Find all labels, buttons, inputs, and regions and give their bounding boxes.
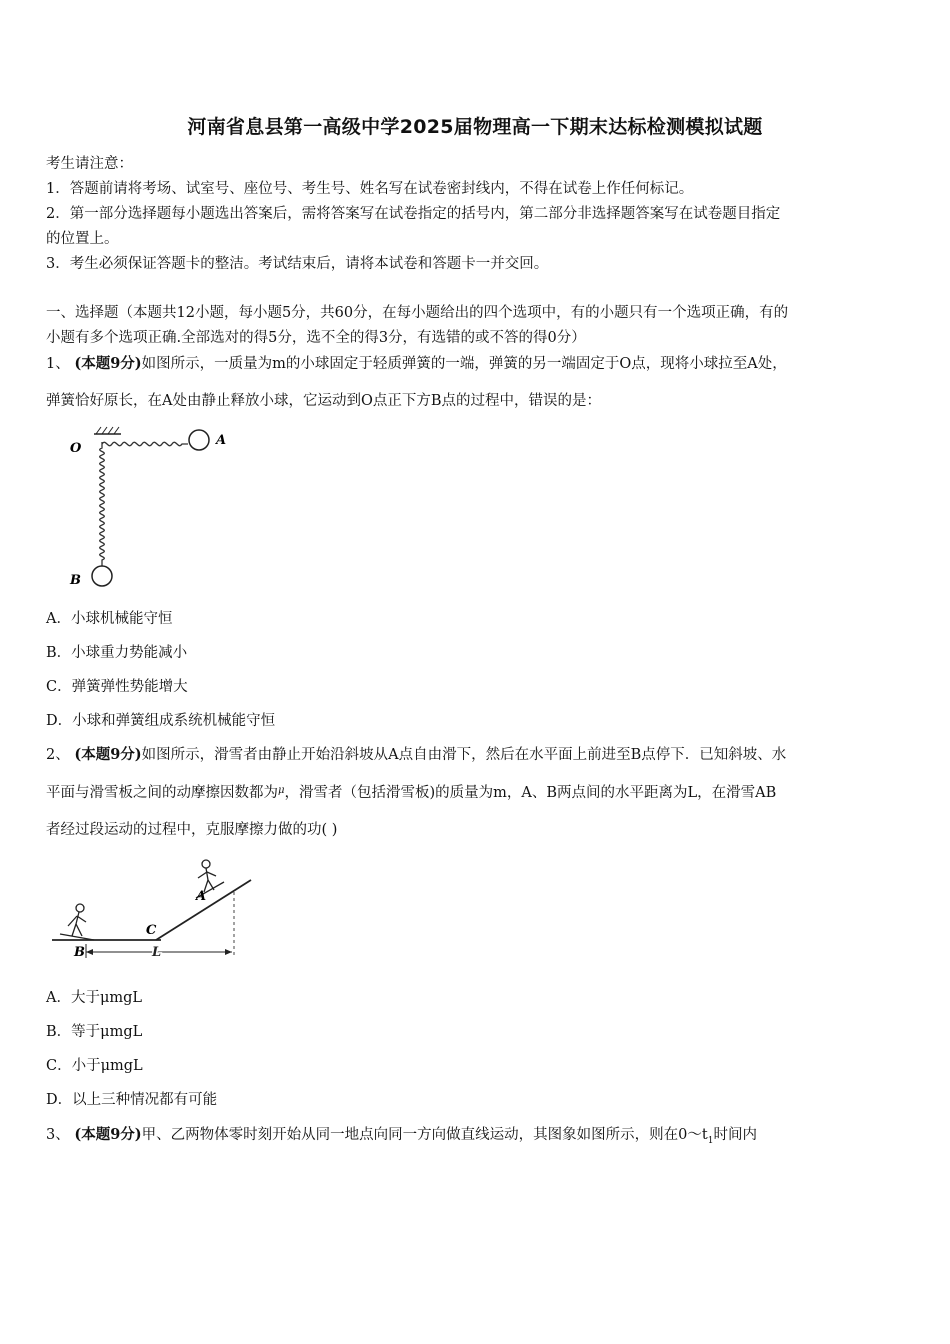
question-2-number: 2、 — [46, 747, 70, 763]
question-1-line-1 — [46, 352, 910, 373]
skier-slope-figure — [46, 852, 261, 972]
mu-symbol: μ — [278, 785, 285, 796]
question-2-option-d: D．以上三种情况都有可能 — [46, 1092, 218, 1108]
fig2-label-l: L — [152, 945, 162, 960]
question-1-stem-2: 弹簧恰好原长，在A处由静止释放小球，它运动到O点正下方B点的过程中，错误的是： — [46, 393, 602, 409]
fig1-label-a: A — [216, 433, 227, 448]
notice-item-1: 1．答题前请将考场、试室号、座位号、考生号、姓名写在试卷密封线内，不得在试卷上作任何标记。 — [46, 181, 694, 197]
question-1-option-c: C．弹簧弹性势能增大 — [46, 679, 188, 695]
ball-at-a — [189, 430, 209, 450]
notice-item-2-cont: 的位置上。 — [46, 231, 119, 247]
horizontal-spring — [102, 442, 188, 445]
section-instructions-2: 小题有多个选项正确.全部选对的得5分，选不全的得3分，有选错的或不答的得0分） — [46, 330, 586, 346]
fig2-label-b: B — [74, 945, 85, 960]
spring-pendulum-figure — [66, 424, 236, 594]
question-1-option-d: D．小球和弹簧组成系统机械能守恒 — [46, 713, 276, 729]
question-2-option-c: C．小于μmgL — [46, 1058, 143, 1074]
question-3-number: 3、 — [46, 1127, 70, 1143]
skier-at-b — [60, 904, 94, 940]
notice-item-3: 3．考生必须保证答题卡的整洁。考试结束后，请将本试卷和答题卡一并交回。 — [46, 256, 549, 272]
vertical-spring — [100, 442, 105, 568]
question-3-line-1 — [46, 1123, 910, 1146]
fig2-label-c: C — [146, 923, 157, 938]
notice-heading: 考生请注意： — [46, 156, 133, 172]
section-instructions-1: 一、选择题（本题共12小题，每小题5分，共60分，在每小题给出的四个选项中，有的小题只有一个选项正确，有的 — [46, 305, 789, 321]
fig2-label-a: A — [196, 889, 207, 904]
question-1-points: (本题9分) — [74, 355, 142, 372]
ball-at-b — [92, 566, 112, 586]
question-1-stem-1: 如图所示，一质量为m的小球固定于轻质弹簧的一端，弹簧的另一端固定于O点，现将小球拉至A处， — [141, 356, 787, 372]
fig1-label-o: O — [70, 441, 82, 456]
question-2-line-1 — [46, 743, 910, 764]
question-1-option-a: A．小球机械能守恒 — [46, 611, 173, 627]
question-2-line-2 — [46, 781, 910, 802]
fig1-label-b: B — [70, 573, 81, 588]
question-2-option-b: B．等于μmgL — [46, 1024, 143, 1040]
question-2-stem-2a: 平面与滑雪板之间的动摩擦因数都为 — [46, 785, 278, 801]
question-3-stem-a: 甲、乙两物体零时刻开始从同一地点向同一方向做直线运动，其图象如图所示，则在0～t — [141, 1127, 708, 1143]
question-3-points: (本题9分) — [74, 1126, 142, 1143]
question-2-stem-3: 者经过段运动的过程中，克服摩擦力做的功( ) — [46, 822, 338, 838]
page-title: 河南省息县第一高级中学2025届物理高一下期末达标检测模拟试题 — [187, 116, 763, 138]
question-3-stem-b: 时间内 — [713, 1127, 757, 1143]
question-2-stem-2b: ，滑雪者（包括滑雪板)的质量为m，A、B两点间的水平距离为L，在滑雪AB — [284, 785, 777, 801]
question-1-option-b: B．小球重力势能减小 — [46, 645, 188, 661]
question-2-stem-1: 如图所示，滑雪者由静止开始沿斜坡从A点自由滑下，然后在水平面上前进至B点停下．已知斜坡、水 — [141, 747, 787, 763]
question-2-points: (本题9分) — [74, 746, 142, 763]
question-1-number: 1、 — [46, 356, 70, 372]
notice-item-2: 2．第一部分选择题每小题选出答案后，需将答案写在试卷指定的括号内，第二部分非选择题答案写在试卷题目指定 — [46, 206, 781, 222]
question-2-option-a: A．大于μmgL — [46, 990, 143, 1006]
question-3-subscript: 1 — [707, 1135, 714, 1146]
